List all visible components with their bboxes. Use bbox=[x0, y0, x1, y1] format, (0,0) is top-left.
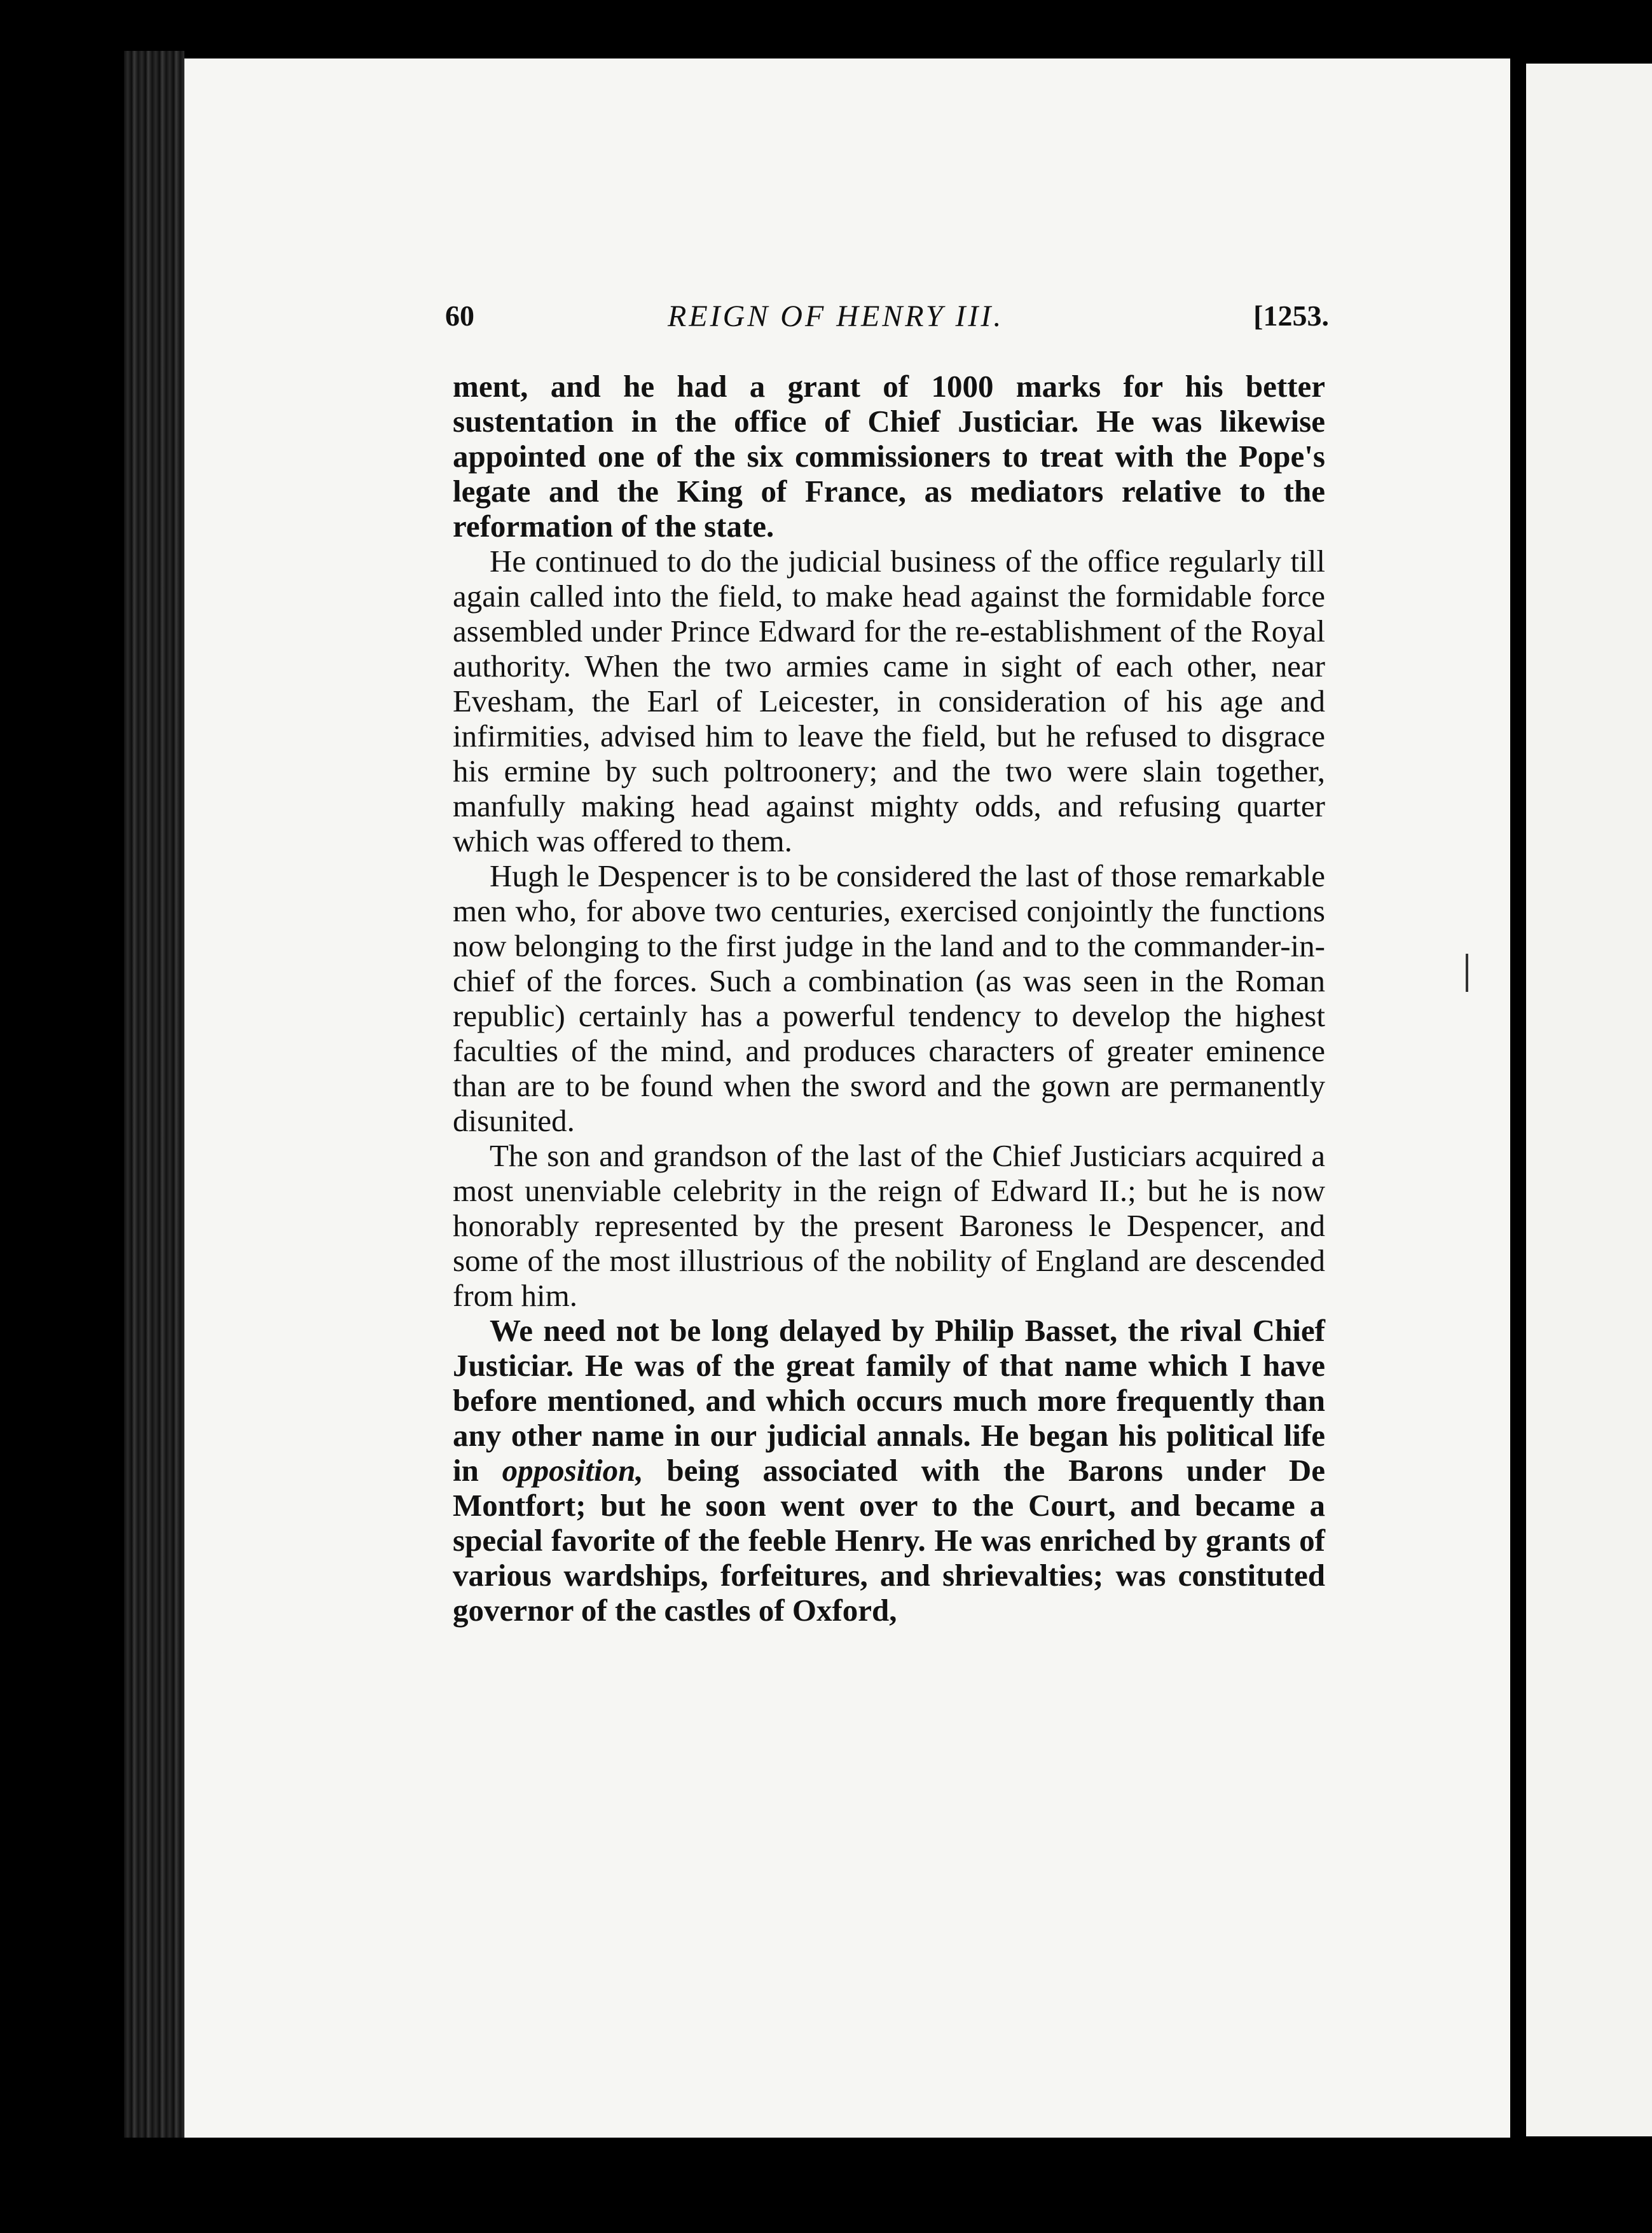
paragraph-2: He continued to do the judicial business of the office regularly till again called into the field, to make head against the formidable force assembled under Prince Edward for the re-establishment of the Royal authority. When the two armies came in sight of each other, near Evesham, the Earl of Leicester, in consideration of his age and infirmities, advised him to leave the field, but he refused to disgrace his ermine by such poltroonery; and the two were slain together, manfully making head against mighty odds, and refusing quarter which was offered to them. bbox=[453, 544, 1325, 858]
book-spine-edge bbox=[124, 51, 184, 2143]
italic-word: opposition, bbox=[502, 1453, 644, 1488]
body-text bbox=[453, 369, 1325, 1628]
running-header bbox=[445, 299, 1329, 343]
scan-bottom-border bbox=[0, 2138, 1652, 2233]
year-marker: [1253. bbox=[1253, 299, 1329, 332]
paragraph-1: ment, and he had a grant of 1000 marks for his better sustentation in the office of Chief Justiciar. He was likewise appointed one of the six commissioners to treat with the Pope's legate and the King of France, as mediators relative to the reformation of the state. bbox=[453, 369, 1325, 544]
paragraph-5 bbox=[453, 1313, 1325, 1628]
paragraph-3: Hugh le Despencer is to be considered the last of those remarkable men who, for above two centuries, exercised conjointly the functions now belonging to the first judge in the land and to the commander-in-chief of the forces. Such a combination (as was seen in the Roman republic) certainly has a powerful tendency to develop the highest faculties of the mind, and produces characters of greater eminence than are to be found when the sword and the gown are permanently disunited. bbox=[453, 858, 1325, 1138]
paragraph-5-part-2: being associated with the Barons under De Montfort; but he soon went over to the Court, and became a special favorite of the feeble Henry. He was enriched by grants of various wardships, forfeitures, and shrievalties; was constituted governor of the castles of Oxford, bbox=[453, 1453, 1325, 1628]
scan-top-border bbox=[0, 0, 1652, 64]
running-title: REIGN OF HENRY III. bbox=[668, 299, 1004, 333]
paragraph-4: The son and grandson of the last of the Chief Justiciars acquired a most unenviable celebrity in the reign of Edward II.; but he is now honorably represented by the present Baroness le Despencer, and some of the most illustrious of the nobility of England are descended from him. bbox=[453, 1138, 1325, 1313]
scan-artifact bbox=[1466, 954, 1468, 992]
page-number: 60 bbox=[445, 299, 474, 332]
facing-page-edge bbox=[1526, 64, 1652, 2136]
paragraph-5-part-1: We need not be long delayed by Philip Basset, the rival Chief Justiciar. He was of the great family of that name which I have before mentioned, and which occurs much more frequently than any other name in our judicial annals. He began his political life in bbox=[453, 1313, 1325, 1488]
page-gutter bbox=[1510, 58, 1526, 2138]
